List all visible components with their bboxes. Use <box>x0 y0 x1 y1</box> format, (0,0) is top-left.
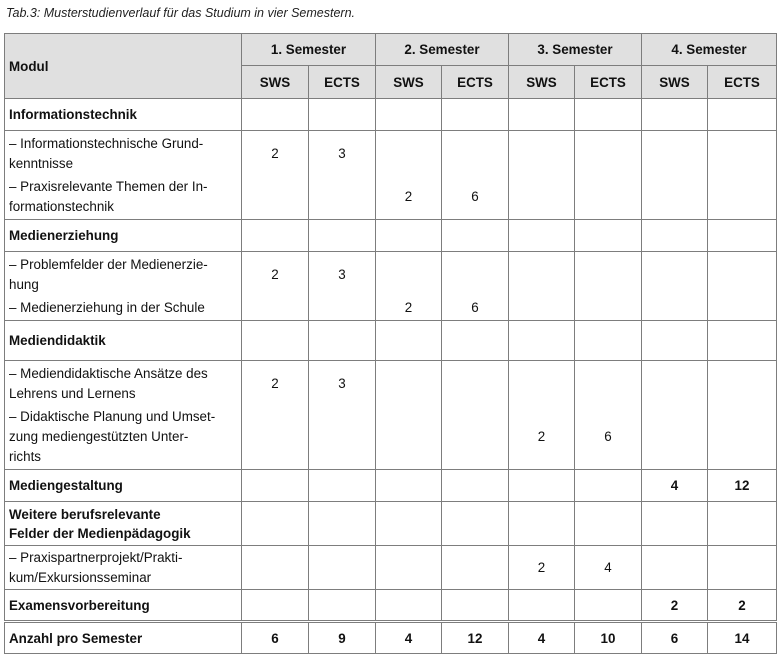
ects-header: ECTS <box>442 66 509 99</box>
table-row <box>5 361 777 470</box>
sws-value: 4 <box>642 470 708 502</box>
list-item: – Mediendidaktische Ansätze des Lehrens und Lernens <box>9 366 208 401</box>
module-title: Informationstechnik <box>5 99 242 131</box>
sws-header: SWS <box>376 66 442 99</box>
list-item: – Medienerziehung in der Schule <box>9 300 205 315</box>
total-value: 4 <box>376 622 442 654</box>
table-row <box>5 252 777 321</box>
total-value: 10 <box>575 622 642 654</box>
modul-header: Modul <box>5 34 242 99</box>
sws-header: SWS <box>509 66 575 99</box>
table-caption: Tab.3: Musterstudienverlauf für das Studium in vier Semestern. <box>6 6 356 20</box>
sws-header: SWS <box>642 66 708 99</box>
ects-value: 4 <box>575 546 642 590</box>
table-row <box>5 220 777 252</box>
total-value: 4 <box>509 622 575 654</box>
total-value: 12 <box>442 622 509 654</box>
table-row <box>5 470 777 502</box>
sws-value: 2 <box>642 590 708 622</box>
ects-value: 12 <box>708 470 777 502</box>
sws-value: 2 <box>537 429 546 444</box>
sws-header: SWS <box>242 66 309 99</box>
sws-value: 2 <box>509 546 575 590</box>
semester-1-header: 1. Semester <box>242 34 376 66</box>
module-title: Mediengestaltung <box>5 470 242 502</box>
ects-value: 2 <box>708 590 777 622</box>
list-item: – Praxispartnerprojekt/Prakti- kum/Exkursionsseminar <box>9 550 183 585</box>
list-item: – Praxisrelevante Themen der In- formationstechnik <box>9 179 208 214</box>
module-title: Mediendidaktik <box>5 321 242 361</box>
semester-3-header: 3. Semester <box>509 34 642 66</box>
sws-value: 2 <box>271 376 279 391</box>
ects-header: ECTS <box>309 66 376 99</box>
total-row <box>5 622 777 654</box>
list-item: – Informationstechnische Grund- kenntnisse <box>9 136 204 171</box>
total-value: 6 <box>642 622 708 654</box>
ects-value: 6 <box>604 429 612 444</box>
list-item: – Problemfelder der Medienerzie- hung <box>9 257 208 292</box>
table-row <box>5 546 777 590</box>
sws-value: 2 <box>271 267 279 282</box>
ects-value: 6 <box>471 300 479 315</box>
ects-value: 3 <box>338 376 346 391</box>
table-row <box>5 99 777 131</box>
sws-value: 2 <box>404 300 413 315</box>
module-title: Weitere berufsrelevante Felder der Medienpädagogik <box>5 502 242 546</box>
sws-value: 2 <box>404 189 413 204</box>
semester-4-header: 4. Semester <box>642 34 777 66</box>
ects-header: ECTS <box>708 66 777 99</box>
table-row <box>5 131 777 220</box>
total-title: Anzahl pro Semester <box>5 622 242 654</box>
ects-header: ECTS <box>575 66 642 99</box>
table-row <box>5 502 777 546</box>
ects-value: 3 <box>338 267 346 282</box>
table-row <box>5 590 777 622</box>
total-value: 6 <box>242 622 309 654</box>
module-title: Medienerziehung <box>5 220 242 252</box>
ects-value: 6 <box>471 189 479 204</box>
study-plan-table <box>4 33 777 654</box>
table-row <box>5 321 777 361</box>
total-value: 14 <box>708 622 777 654</box>
ects-value: 3 <box>338 146 346 161</box>
module-title: Examensvorbereitung <box>5 590 242 622</box>
list-item: – Didaktische Planung und Umset- zung mediengestützten Unter- richts <box>9 409 216 464</box>
semester-2-header: 2. Semester <box>376 34 509 66</box>
sws-value: 2 <box>271 146 279 161</box>
total-value: 9 <box>309 622 376 654</box>
